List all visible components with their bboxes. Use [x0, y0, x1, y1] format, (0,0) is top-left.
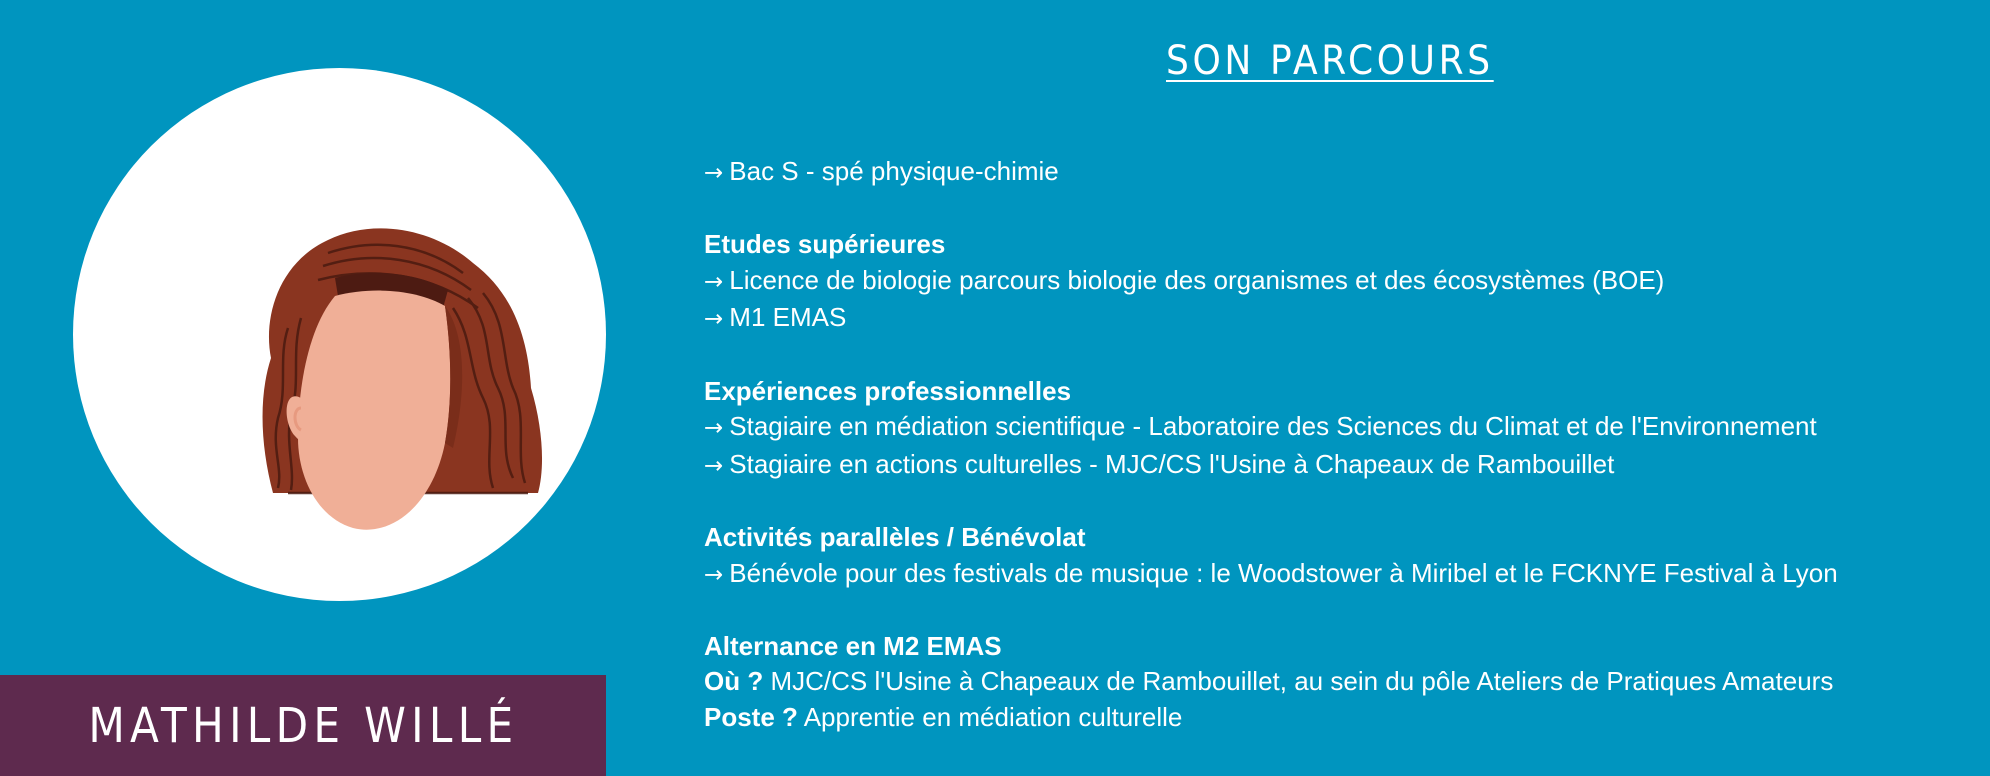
arrow-right-icon: →: [704, 561, 724, 588]
etudes-item: Licence de biologie parcours biologie des organismes et des écosystèmes (BOE): [729, 264, 1665, 295]
etudes-heading: Etudes supérieures: [704, 229, 946, 260]
list-item: [704, 300, 1954, 338]
list-item: [704, 556, 1954, 594]
arrow-right-icon: →: [704, 306, 724, 333]
experiences-heading: Expériences professionnelles: [704, 375, 1072, 406]
woman-avatar-icon: [73, 68, 606, 601]
activites-heading: Activités parallèles / Bénévolat: [704, 521, 1086, 552]
arrow-right-icon: →: [704, 415, 724, 442]
poste-value: Apprentie en médiation culturelle: [803, 701, 1183, 732]
list-item: [704, 409, 1954, 447]
list-item: [704, 447, 1954, 485]
profile-name: MATHILDE WILLÉ: [87, 697, 519, 754]
section-title: SON PARCOURS: [1166, 38, 1494, 84]
alternance-heading: Alternance en M2 EMAS: [704, 630, 1002, 661]
experience-item: Stagiaire en actions culturelles - MJC/CS l'Usine à Chapeaux de Rambouillet: [729, 448, 1615, 479]
list-item: [704, 263, 1954, 301]
alternance-poste: [704, 700, 1954, 736]
activite-item: Bénévole pour des festivals de musique : le Woodstower à Miribel et le FCKNYE Festival à Lyon: [729, 557, 1838, 588]
ou-value: MJC/CS l'Usine à Chapeaux de Rambouillet, au sein du pôle Ateliers de Pratiques Amateurs: [770, 666, 1834, 697]
arrow-right-icon: →: [704, 268, 724, 295]
alternance-location: [704, 664, 1954, 700]
etudes-item: M1 EMAS: [729, 302, 847, 333]
bac-text: Bac S - spé physique-chimie: [729, 156, 1059, 186]
ou-label: Où ?: [704, 666, 764, 697]
name-banner: [0, 675, 606, 776]
poste-label: Poste ?: [704, 701, 798, 732]
list-item: [704, 154, 1954, 192]
avatar: [73, 68, 606, 601]
arrow-right-icon: →: [704, 452, 724, 479]
experience-item: Stagiaire en médiation scientifique - Laboratoire des Sciences du Climat et de l'Environnement: [729, 411, 1817, 442]
arrow-right-icon: →: [704, 160, 724, 186]
parcours-content: [704, 154, 1954, 736]
